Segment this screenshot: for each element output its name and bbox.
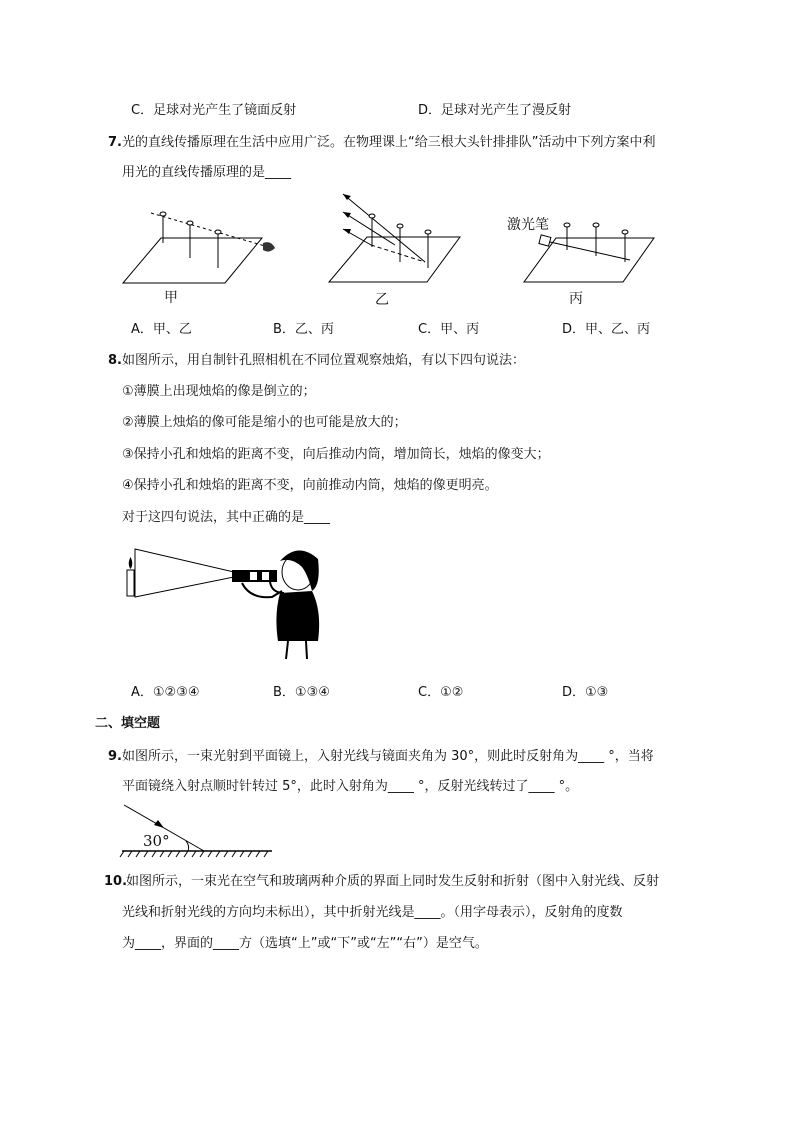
q10-stem-line3: 为____，界面的____方（选填“上”或“下”或“左”“右”）是空气。 [122, 936, 488, 951]
figure-label-jia: 甲 [164, 290, 178, 306]
q8-option-d[interactable]: D．①③ [562, 685, 609, 700]
q8-statement-1: ①薄膜上出现烛焰的像是倒立的； [122, 384, 316, 399]
q6-option-c: C．足球对光产生了镜面反射 [131, 103, 297, 118]
q7-option-c[interactable]: C．甲、丙 [418, 322, 480, 337]
figure-label-yi: 乙 [375, 292, 389, 308]
figure-jia [115, 198, 295, 298]
q10-stem-line1: 如图所示，一束光在空气和玻璃两种介质的界面上同时发生反射和折射（图中入射光线、反射 [126, 874, 660, 889]
section-title-fill-in: 二、填空题 [95, 716, 161, 731]
q7-stem-line2: 用光的直线传播原理的是____ [122, 165, 292, 180]
q8-number: 8. [108, 353, 122, 368]
q7-option-d[interactable]: D．甲、乙、丙 [562, 322, 651, 337]
q8-intro: 如图所示，用自制针孔照相机在不同位置观察烛焰，有以下四句说法： [122, 353, 526, 368]
pinhole-camera-figure [122, 545, 322, 665]
q9-stem-line2: 平面镜绕入射点顺时针转过 5°，此时入射角为____ °，反射光线转过了____ °。 [122, 779, 579, 794]
q8-question: 对于这四句说法，其中正确的是____ [122, 510, 331, 525]
q7-option-a[interactable]: A．甲、乙 [131, 322, 192, 337]
q7-number: 7. [108, 135, 122, 150]
mirror-angle-label: 30° [143, 832, 170, 850]
q9-stem-line1: 如图所示，一束光射到平面镜上，入射光线与镜面夹角为 30°，则此时反射角为____ °，当将 [122, 749, 654, 764]
q8-option-a[interactable]: A．①②③④ [131, 685, 200, 700]
q8-statement-2: ②薄膜上烛焰的像可能是缩小的也可能是放大的； [122, 415, 407, 430]
q10-number: 10. [104, 874, 128, 889]
laser-pen-label: 激光笔 [507, 217, 549, 233]
q8-option-c[interactable]: C．①② [418, 685, 464, 700]
q7-option-b[interactable]: B．乙、丙 [273, 322, 334, 337]
figure-label-bing: 丙 [569, 291, 583, 307]
q8-statement-3: ③保持小孔和烛焰的距离不变，向后推动内筒，增加筒长，烛焰的像变大； [122, 447, 550, 462]
q7-stem-line1: 光的直线传播原理在生活中应用广泛。在物理课上“给三根大头针排排队”活动中下列方案中利 [122, 135, 656, 150]
q8-statement-4: ④保持小孔和烛焰的距离不变，向前推动内筒，烛焰的像更明亮。 [122, 478, 498, 493]
q10-stem-line2: 光线和折射光线的方向均未标出），其中折射光线是____。（用字母表示），反射角的度数 [122, 905, 623, 920]
figure-yi [325, 190, 465, 290]
q9-number: 9. [108, 749, 122, 764]
q8-option-b[interactable]: B．①③④ [273, 685, 330, 700]
q6-option-d: D．足球对光产生了漫反射 [418, 103, 572, 118]
